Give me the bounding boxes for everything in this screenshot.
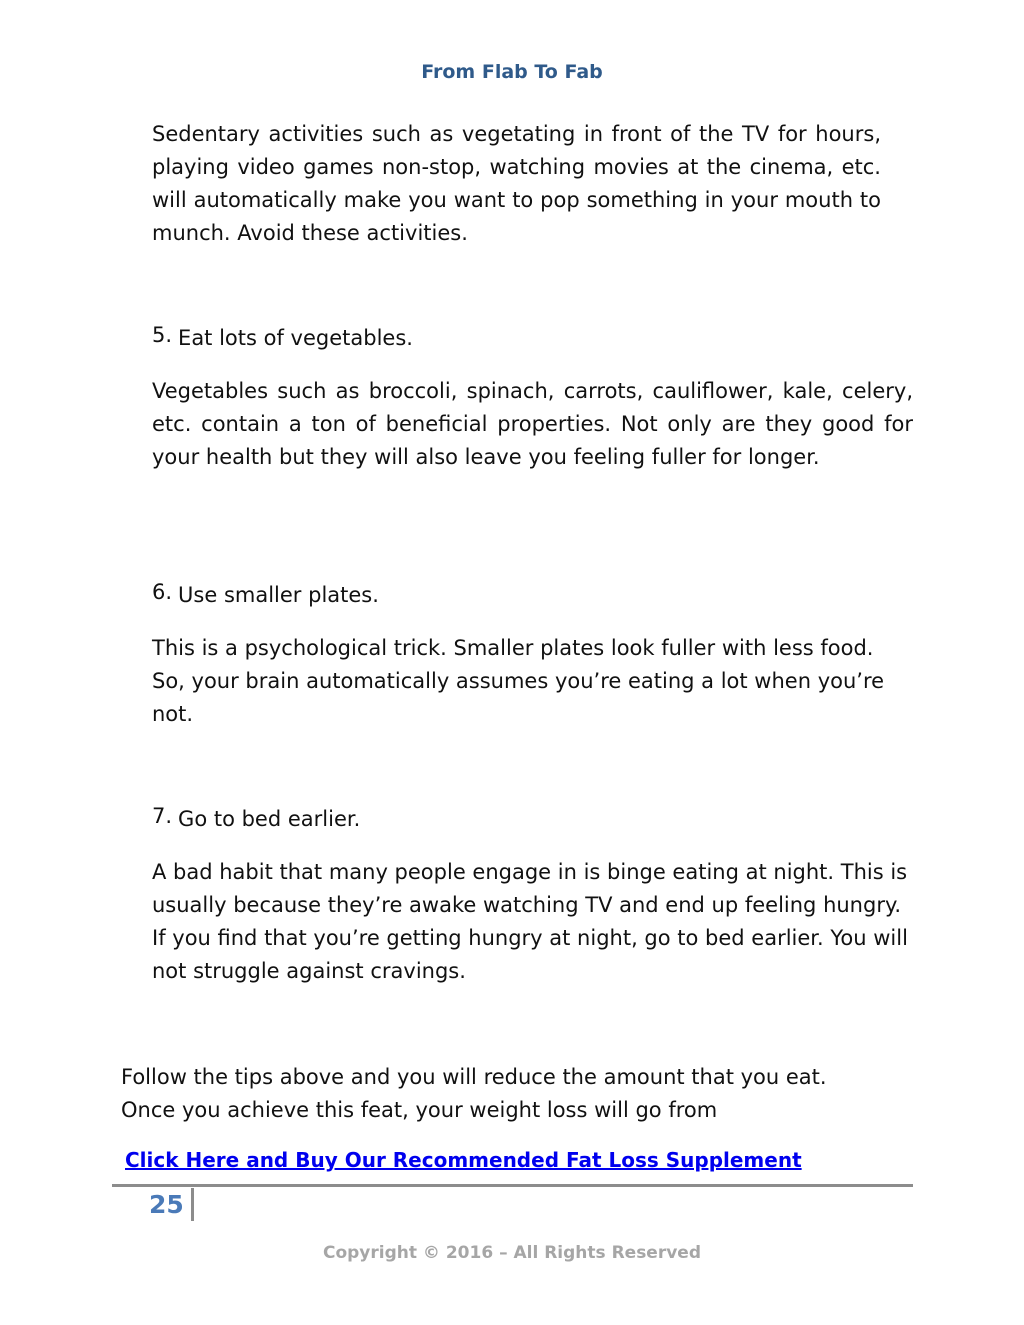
- tip-title: Go to bed earlier.: [178, 807, 361, 831]
- tip-number: 7.: [152, 804, 173, 828]
- tip-number: 6.: [152, 580, 173, 604]
- page-number-divider: [191, 1188, 194, 1221]
- tip-title: Use smaller plates.: [178, 583, 379, 607]
- tip-number: 5.: [152, 323, 173, 347]
- running-header-title: From Flab To Fab: [421, 61, 603, 83]
- tip-body: Vegetables such as broccoli, spinach, carrots, cauliflower, kale, celery, etc. contain a ton of beneficial properties. Not only are they good for your health but they will also leave you feeling fuller for longer.: [152, 379, 913, 469]
- closing-paragraph: Follow the tips above and you will reduce the amount that you eat. Once you achieve this feat, your weight loss will go from: [121, 1065, 827, 1122]
- tip-body: This is a psychological trick. Smaller plates look fuller with less food. So, your brain automatically assumes you’re eating a lot when you’re not.: [152, 636, 885, 726]
- tip-heading: [152, 579, 379, 612]
- tip-body: A bad habit that many people engage in is binge eating at night. This is usually because they’re awake watching TV and end up feeling hungry. If you find that you’re getting hungry at night, go to bed earlier. You will not struggle against cravings.: [152, 860, 908, 983]
- footer-rule: [112, 1184, 913, 1187]
- tip-heading: [152, 322, 413, 355]
- intro-paragraph: Sedentary activities such as vegetating in front of the TV for hours, playing video games non-stop, watching movies at the cinema, etc. will automatically make you want to pop something in your mouth to munch. Avoid these activities.: [152, 122, 881, 245]
- copyright-notice: Copyright © 2016 – All Rights Reserved: [322, 1243, 702, 1263]
- tip-title: Eat lots of vegetables.: [178, 326, 413, 350]
- page-number: 25: [149, 1190, 184, 1219]
- buy-supplement-link[interactable]: Click Here and Buy Our Recommended Fat Loss Supplement: [125, 1148, 802, 1172]
- tip-heading: [152, 803, 360, 836]
